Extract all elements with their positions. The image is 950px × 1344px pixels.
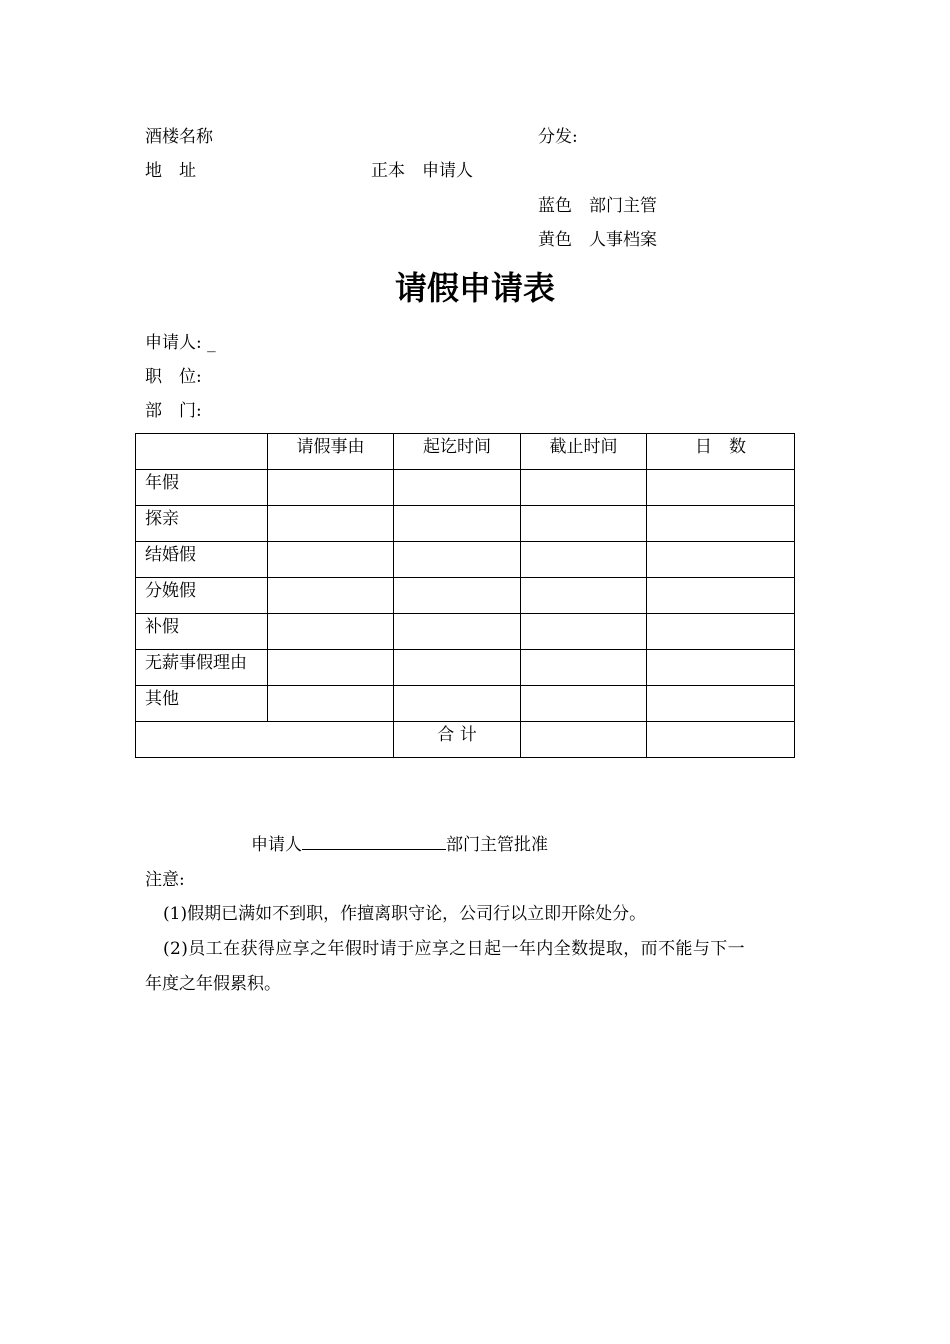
table-cell[interactable] bbox=[268, 542, 394, 578]
table-cell[interactable] bbox=[268, 578, 394, 614]
row-label-marriage-leave: 结婚假 bbox=[136, 542, 268, 578]
table-cell[interactable] bbox=[647, 542, 795, 578]
table-cell[interactable] bbox=[521, 470, 647, 506]
table-cell[interactable] bbox=[647, 506, 795, 542]
table-row bbox=[136, 686, 795, 722]
table-row bbox=[136, 542, 795, 578]
note-2-line-1: (2)员工在获得应享之年假时请于应享之日起一年内全数提取，而不能与下一 bbox=[163, 939, 746, 959]
total-label: 合 计 bbox=[394, 722, 521, 758]
table-cell[interactable] bbox=[521, 686, 647, 722]
table-cell[interactable] bbox=[647, 722, 795, 758]
table-total-row bbox=[136, 722, 795, 758]
table-cell[interactable] bbox=[521, 614, 647, 650]
table-row bbox=[136, 506, 795, 542]
table-cell[interactable] bbox=[521, 542, 647, 578]
signature-line bbox=[251, 834, 548, 856]
table-cell[interactable] bbox=[647, 614, 795, 650]
table-header-start-time: 起讫时间 bbox=[394, 434, 521, 470]
table-header-end-time: 截止时间 bbox=[521, 434, 647, 470]
row-label-unpaid-leave: 无薪事假理由 bbox=[136, 650, 268, 686]
table-header-row bbox=[136, 434, 795, 470]
department-label: 部 门: bbox=[145, 401, 202, 421]
table-cell[interactable] bbox=[394, 506, 521, 542]
original-copy-label: 正本 申请人 bbox=[371, 161, 473, 181]
table-cell[interactable] bbox=[268, 686, 394, 722]
table-cell[interactable] bbox=[521, 722, 647, 758]
table-cell[interactable] bbox=[647, 686, 795, 722]
table-header-days: 日 数 bbox=[647, 434, 795, 470]
row-label-compensatory-leave: 补假 bbox=[136, 614, 268, 650]
table-row bbox=[136, 650, 795, 686]
signature-approval-label: 部门主管批准 bbox=[446, 835, 548, 855]
applicant-name-label: 申请人: _ bbox=[145, 333, 216, 353]
distribution-label: 分发: bbox=[538, 127, 578, 147]
table-cell[interactable] bbox=[647, 650, 795, 686]
table-cell[interactable] bbox=[268, 614, 394, 650]
restaurant-name-label: 酒楼名称 bbox=[145, 127, 213, 147]
table-header-cell bbox=[136, 434, 268, 470]
table-cell[interactable] bbox=[394, 614, 521, 650]
table-cell[interactable] bbox=[394, 650, 521, 686]
table-cell[interactable] bbox=[521, 578, 647, 614]
signature-blank[interactable] bbox=[302, 835, 446, 850]
table-cell[interactable] bbox=[521, 506, 647, 542]
signature-applicant-label: 申请人 bbox=[251, 835, 302, 855]
table-cell[interactable] bbox=[647, 578, 795, 614]
table-cell[interactable] bbox=[521, 650, 647, 686]
blue-copy-label: 蓝色 部门主管 bbox=[538, 196, 657, 216]
table-row bbox=[136, 578, 795, 614]
notes-label: 注意: bbox=[145, 870, 185, 890]
row-label-maternity-leave: 分娩假 bbox=[136, 578, 268, 614]
note-2-line-2: 年度之年假累积。 bbox=[145, 974, 281, 994]
table-row bbox=[136, 470, 795, 506]
table-cell bbox=[136, 722, 394, 758]
page-title: 请假申请表 bbox=[394, 269, 555, 307]
table-cell[interactable] bbox=[394, 578, 521, 614]
table-cell[interactable] bbox=[268, 470, 394, 506]
table-cell[interactable] bbox=[394, 470, 521, 506]
yellow-copy-label: 黄色 人事档案 bbox=[538, 230, 657, 250]
row-label-annual-leave: 年假 bbox=[136, 470, 268, 506]
table-cell[interactable] bbox=[394, 686, 521, 722]
table-cell[interactable] bbox=[647, 470, 795, 506]
row-label-family-visit: 探亲 bbox=[136, 506, 268, 542]
position-label: 职 位: bbox=[145, 367, 202, 387]
table-cell[interactable] bbox=[394, 542, 521, 578]
table-row bbox=[136, 614, 795, 650]
row-label-other: 其他 bbox=[136, 686, 268, 722]
table-cell[interactable] bbox=[268, 506, 394, 542]
leave-table bbox=[135, 433, 795, 758]
table-header-reason: 请假事由 bbox=[268, 434, 394, 470]
address-label: 地 址 bbox=[145, 161, 196, 181]
table-cell[interactable] bbox=[268, 650, 394, 686]
note-1: (1)假期已满如不到职，作擅离职守论，公司行以立即开除处分。 bbox=[163, 904, 647, 924]
